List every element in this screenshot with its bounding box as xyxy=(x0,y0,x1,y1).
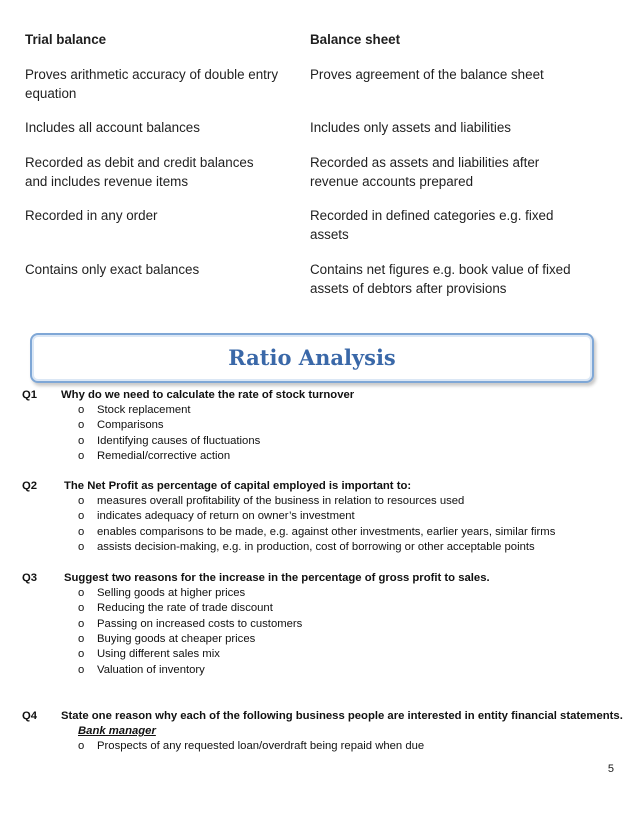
list-item: Selling goods at higher prices xyxy=(97,587,246,599)
table-cell: Proves agreement of the balance sheet xyxy=(310,67,544,82)
table-cell: Recorded in defined categories e.g. fixed assets xyxy=(310,208,554,242)
list-item: indicates adequacy of return on owner’s investment xyxy=(97,510,355,522)
table-cell: Recorded as debit and credit balances and includes revenue items xyxy=(25,155,254,189)
list-item: Prospects of any requested loan/overdraft being repaid when due xyxy=(97,740,425,752)
page-number: 5 xyxy=(607,763,614,775)
list-item: assists decision-making, e.g. in production, cost of borrowing or other acceptable points xyxy=(97,541,535,553)
table-cell: Recorded in any order xyxy=(25,208,158,223)
bullet-icon: o xyxy=(78,740,85,752)
question-text: State one reason why each of the following business people are interested in entity financial statements. xyxy=(61,710,623,722)
list-item: measures overall profitability of the business in relation to resources used xyxy=(97,495,465,507)
section-title: Ratio Analysis xyxy=(228,345,396,370)
table-header-trial-balance: Trial balance xyxy=(25,32,107,47)
list-item: enables comparisons to be made, e.g. against other investments, earlier years, similar firms xyxy=(97,526,556,538)
list-item: Stock replacement xyxy=(97,404,191,416)
question-number: Q2 xyxy=(22,480,38,492)
question-number: Q4 xyxy=(22,710,38,722)
list-item: Remedial/corrective action xyxy=(97,450,231,462)
table-cell: Includes only assets and liabilities xyxy=(310,120,511,135)
question-number: Q3 xyxy=(22,572,38,584)
bullet-icon: o xyxy=(78,450,85,462)
list-item: Buying goods at cheaper prices xyxy=(97,633,256,645)
list-item: Reducing the rate of trade discount xyxy=(97,602,273,614)
table-cell: Recorded as assets and liabilities after revenue accounts prepared xyxy=(310,155,540,189)
table-cell: Contains net figures e.g. book value of fixed assets of debtors after provisions xyxy=(310,262,571,296)
section-banner xyxy=(30,333,594,383)
bullet-icon: o xyxy=(78,495,85,507)
bullet-icon: o xyxy=(78,602,85,614)
bullet-icon: o xyxy=(78,633,85,645)
bullet-icon: o xyxy=(78,404,85,416)
list-item: Identifying causes of fluctuations xyxy=(97,435,261,447)
bullet-icon: o xyxy=(78,618,85,630)
bullet-icon: o xyxy=(78,435,85,447)
table-header-balance-sheet: Balance sheet xyxy=(310,32,401,47)
question-text: Suggest two reasons for the increase in the percentage of gross profit to sales. xyxy=(64,572,490,584)
table-cell: Proves arithmetic accuracy of double entry equation xyxy=(25,67,279,101)
question-text: Why do we need to calculate the rate of stock turnover xyxy=(61,389,355,401)
bullet-icon: o xyxy=(78,587,85,599)
bullet-icon: o xyxy=(78,419,85,431)
bullet-icon: o xyxy=(78,526,85,538)
question-number: Q1 xyxy=(22,389,38,401)
list-item: Using different sales mix xyxy=(97,648,220,660)
bullet-icon: o xyxy=(78,510,85,522)
table-cell: Contains only exact balances xyxy=(25,262,200,277)
list-item: Comparisons xyxy=(97,419,164,431)
subheading-bank-manager: Bank manager xyxy=(78,725,156,737)
table-cell: Includes all account balances xyxy=(25,120,200,135)
bullet-icon: o xyxy=(78,541,85,553)
bullet-icon: o xyxy=(78,648,85,660)
question-text: The Net Profit as percentage of capital employed is important to: xyxy=(64,480,412,492)
list-item: Valuation of inventory xyxy=(97,664,205,676)
bullet-icon: o xyxy=(78,664,85,676)
list-item: Passing on increased costs to customers xyxy=(97,618,303,630)
